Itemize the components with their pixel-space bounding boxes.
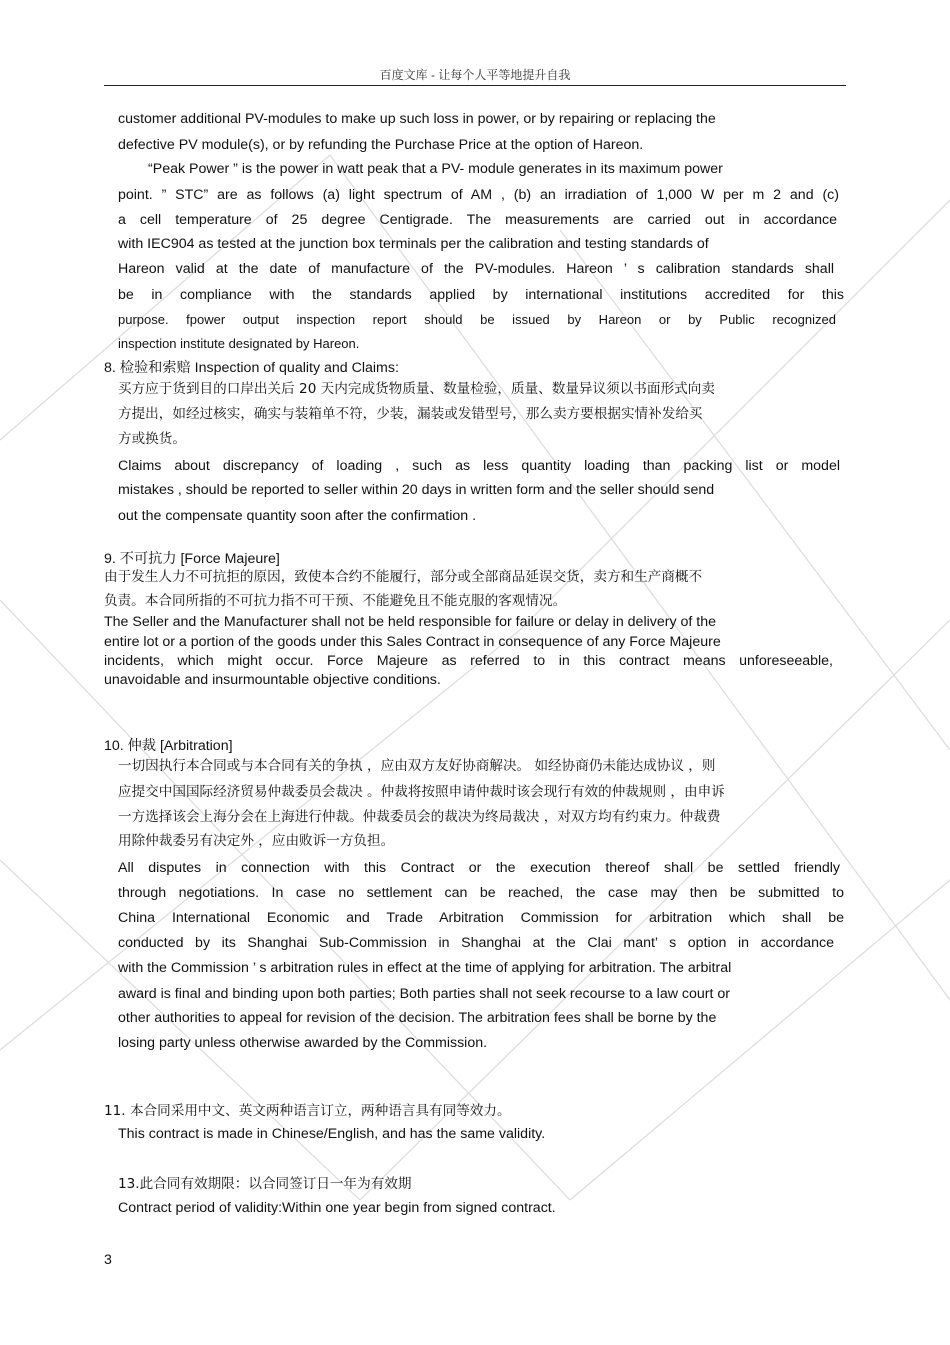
- section-9-en-line-4: unavoidable and insurmountable objective conditions.: [104, 672, 441, 688]
- section-8-en-line-3: out the compensate quantity soon after the confirmation .: [118, 508, 477, 524]
- section-10-cn-line-3: 一方选择该会上海分会在上海进行仲裁。仲裁委员会的裁决为终局裁决 ，对双方均有约束力。仲裁费: [118, 809, 721, 825]
- pv-line-1: customer additional PV-modules to make up such loss in power, or by repairing or replacing the: [118, 111, 716, 127]
- section-10-cn-line-2: 应提交中国国际经济贸易仲裁委员会裁决 。仲裁将按照申请仲裁时该会现行有效的仲裁规则 ，由申诉: [118, 784, 725, 800]
- section-9-heading: 9. 不可抗力 [Force Majeure]: [104, 551, 280, 567]
- section-10-en-line-5: with the Commission ’ s arbitration rules in effect at the time of applying for arbitration. The arbitral: [118, 960, 732, 976]
- section-11-cn: 11. 本合同采用中文、英文两种语言订立，两种语言具有同等效力。: [104, 1103, 511, 1119]
- section-10-en-line-4: conducted by its Shanghai Sub-Commission in Shanghai at the Clai mant’ s option in accordance: [118, 935, 834, 951]
- section-9-cn-line-2: 负责。本合同所指的不可抗力指不可干预、不能避免且不能克服的客观情况。: [104, 593, 567, 609]
- section-8-cn-line-2: 方提出，如经过核实，确实与装箱单不符，少装，漏装或发错型号，那么卖方要根据实情补发给买: [118, 406, 703, 422]
- section-10-en-line-7: other authorities to appeal for revision of the decision. The arbitration fees shall be borne by the: [118, 1010, 717, 1026]
- section-8-en-line-2: mistakes , should be reported to seller within 20 days in written form and the seller should send: [118, 482, 715, 498]
- section-10-en-line-1: All disputes in connection with this Contract or the execution thereof shall be settled friendly: [118, 860, 840, 876]
- page-number: 3: [104, 1252, 112, 1268]
- pv-line-3: “Peak Power ” is the power in watt peak that a PV- module generates in its maximum power: [148, 161, 723, 177]
- section-13-en: Contract period of validity:Within one year begin from signed contract.: [118, 1200, 556, 1216]
- section-9-en-line-3: incidents, which might occur. Force Majeure as referred to in this contract means unforeseeable,: [104, 653, 833, 669]
- section-8-cn-line-1: 买方应于货到目的口岸出关后 20 天内完成货物质量、数量检验，质量、数量异议须以书面形式向卖: [118, 381, 715, 397]
- section-9-cn-line-1: 由于发生人力不可抗拒的原因，致使本合约不能履行，部分或全部商品延误交货，卖方和生产商概不: [104, 569, 703, 585]
- pv-line-7: Hareon valid at the date of manufacture of the PV-modules. Hareon ’ s calibration standards shall: [118, 261, 834, 277]
- section-10-cn-line-4: 用除仲裁委另有决定外 ，应由败诉一方负担。: [118, 833, 395, 849]
- header-divider: [104, 85, 846, 86]
- section-10-en-line-8: losing party unless otherwise awarded by the Commission.: [118, 1035, 488, 1051]
- section-9-en-line-2: entire lot or a portion of the goods under this Sales Contract in consequence of any Force Majeure: [104, 634, 721, 650]
- section-8-cn-line-3: 方或换货。: [118, 431, 186, 447]
- pv-line-9: purpose. fpower output inspection report should be issued by Hareon or by Public recognized: [118, 312, 836, 327]
- pv-line-8: be in compliance with the standards applied by international institutions accredited for this: [118, 287, 844, 303]
- pv-line-10: inspection institute designated by Hareon.: [118, 336, 360, 351]
- section-8-heading: 8. 检验和索赔 Inspection of quality and Claims:: [104, 360, 399, 376]
- section-10-heading: 10. 仲裁 [Arbitration]: [104, 738, 233, 754]
- section-10-en-line-6: award is final and binding upon both parties; Both parties shall not seek recourse to a law court or: [118, 986, 730, 1002]
- pv-line-2: defective PV module(s), or by refunding the Purchase Price at the option of Hareon.: [118, 137, 644, 153]
- section-11-en: This contract is made in Chinese/English, and has the same validity.: [118, 1126, 546, 1142]
- section-10-cn-line-1: 一切因执行本合同或与本合同有关的争执 ，应由双方友好协商解决。 如经协商仍未能达成协议 ，则: [118, 758, 716, 774]
- section-8-en-line-1: Claims about discrepancy of loading , such as less quantity loading than packing list or model: [118, 458, 840, 474]
- pv-line-6: with IEC904 as tested at the junction box terminals per the calibration and testing standards of: [118, 236, 709, 252]
- section-10-en-line-3: China International Economic and Trade Arbitration Commission for arbitration which shall be: [118, 910, 844, 926]
- section-13-cn: 13.此合同有效期限：以合同签订日一年为有效期: [118, 1176, 412, 1192]
- section-10-en-line-2: through negotiations. In case no settlement can be reached, the case may then be submitted to: [118, 885, 844, 901]
- section-9-en-line-1: The Seller and the Manufacturer shall not be held responsible for failure or delay in delivery of the: [104, 614, 716, 630]
- page-header: 百度文库 - 让每个人平等地提升自我: [379, 68, 571, 82]
- pv-line-4: point. ” STC” are as follows (a) light spectrum of AM , (b) an irradiation of 1,000 W per m 2 and (c): [118, 187, 839, 203]
- pv-line-5: a cell temperature of 25 degree Centigrade. The measurements are carried out in accordance: [118, 212, 837, 228]
